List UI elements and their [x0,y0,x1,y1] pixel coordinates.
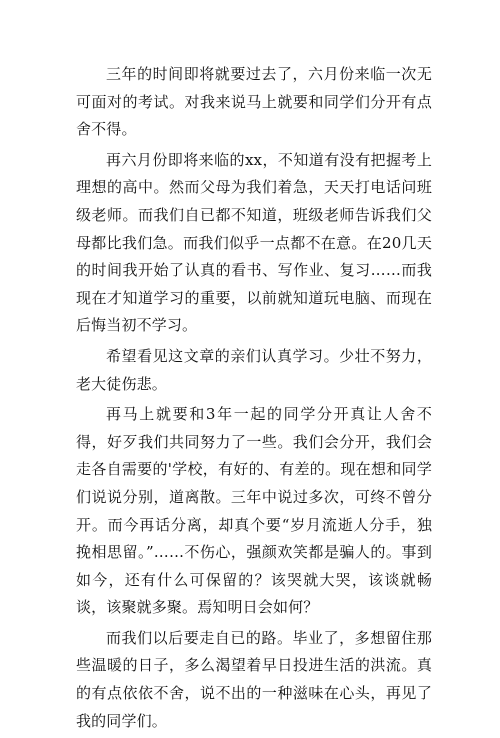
article-body [76,61,432,738]
paragraph-4: 再马上就要和3年一起的同学分开真让人舍不得，好歹我们共同努力了一些。我们会分开，我们会走各自需要的'学校，有好的、有差的。现在想和同学们说说分别，道离散。三年中说过多次，可终不曾分开。而今再话分离，却真个要“岁月流逝人分手，独挽相思留。”……不伤心，强颜欢笑都是骗人的。事到如今，还有什么可保留的？该哭就大哭，该谈就畅谈，该聚就多聚。焉知明日会如何？ [76,405,432,617]
paragraph-3: 希望看见这文章的亲们认真学习。少壮不努力，老大徒伤悲。 [76,346,432,393]
paragraph-1: 三年的时间即将就要过去了，六月份来临一次无可面对的考试。对我来说马上就要和同学们分开有点舍不得。 [76,65,432,139]
paragraph-2: 再六月份即将来临的xx，不知道有没有把握考上理想的高中。然而父母为我们着急，天天打电话问班级老师。而我们自已都不知道，班级老师告诉我们父母都比我们急。而我们似乎一点都不在意。在20几天的时间我开始了认真的看书、写作业、复习……而我现在才知道学习的重要，以前就知道玩电脑、而现在后悔当初不学习。 [76,150,432,335]
paragraph-5: 而我们以后要走自已的路。毕业了，多想留住那些温暖的日子，多么渴望着早日投进生活的洪流。真的有点依依不舍，说不出的一种滋味在心头，再见了我的同学们。 [76,628,432,730]
